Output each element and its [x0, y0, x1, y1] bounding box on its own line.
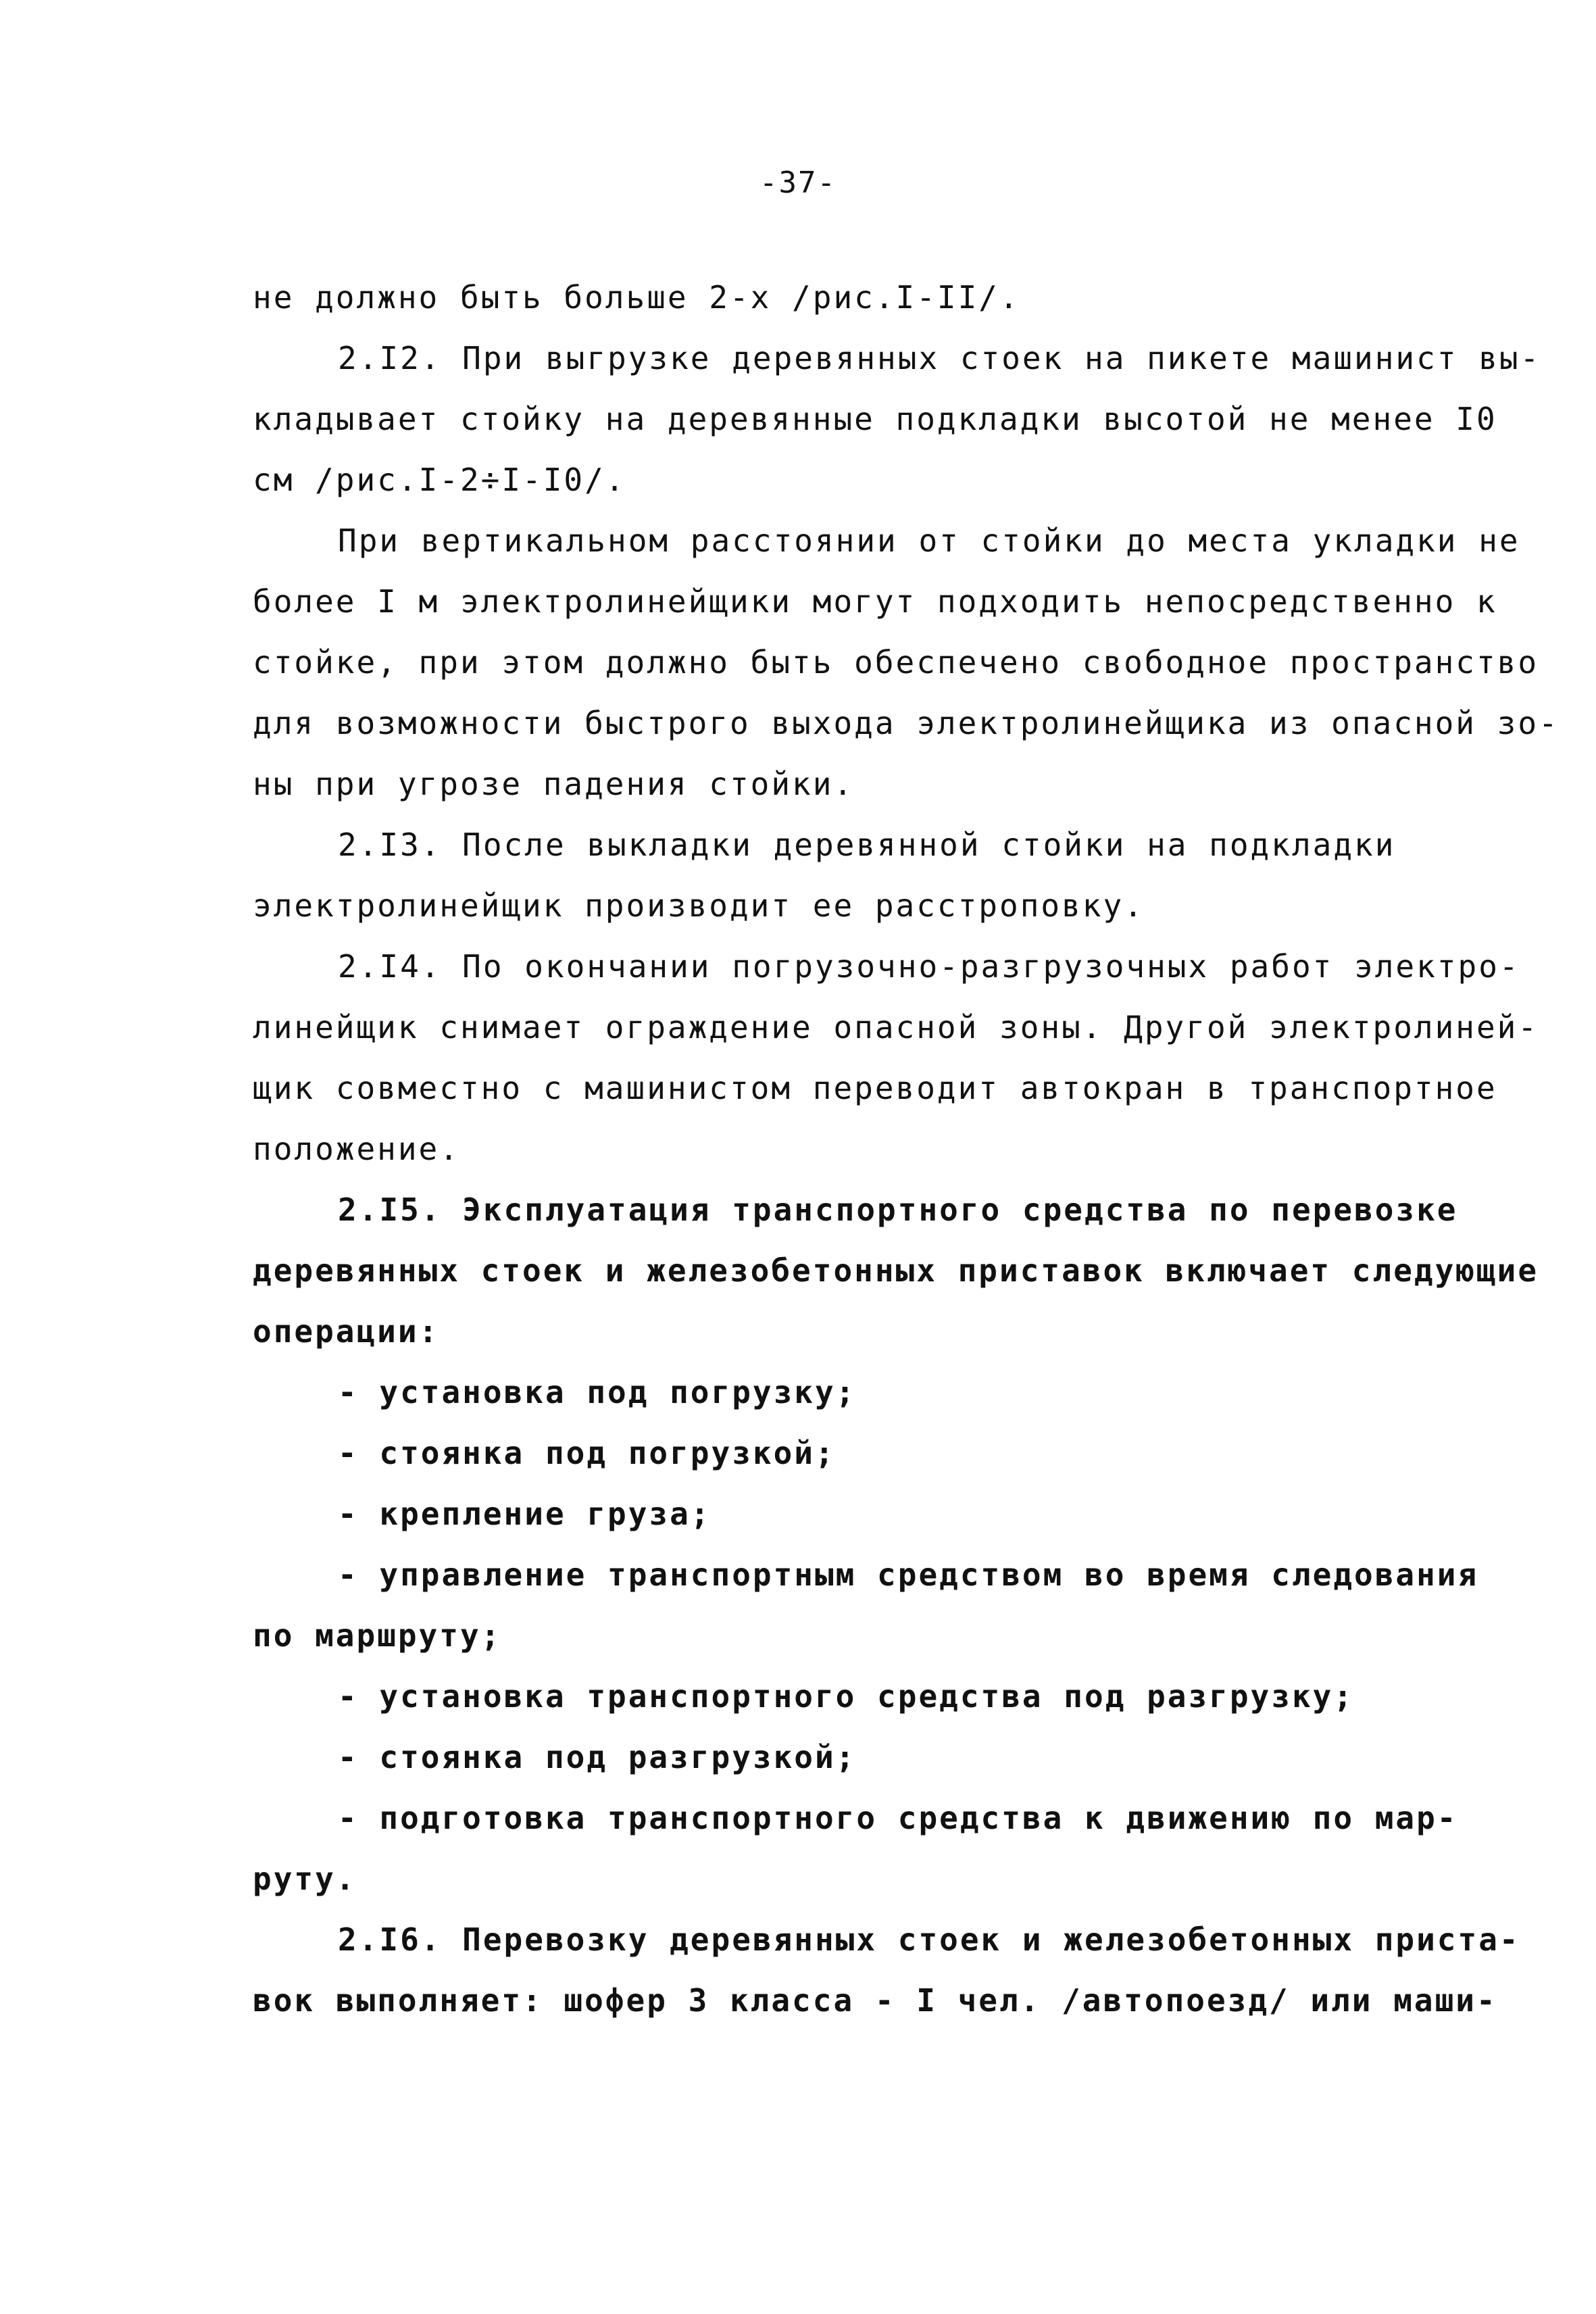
page-number: -37- — [759, 166, 837, 200]
paragraph-2-14-line-1: 2.I4. По окончании погрузочно-разгрузочных работ электро- — [338, 948, 1520, 985]
list-item: - подготовка транспортного средства к движению по мар- — [338, 1800, 1458, 1836]
text-line: операции: — [253, 1313, 440, 1350]
list-item: - стоянка под погрузкой; — [338, 1435, 836, 1471]
text-line: вок выполняет: шофер 3 класса - I чел. /автопоезд/ или маши- — [253, 1982, 1497, 2019]
list-item: - установка под погрузку; — [338, 1374, 857, 1410]
text-line: кладывает стойку на деревянные подкладки высотой не менее I0 — [253, 401, 1497, 437]
text-line: электролинейщик производит ее расстроповку. — [253, 887, 1145, 924]
list-item: - крепление груза; — [338, 1496, 712, 1532]
paragraph-2-16-line-1: 2.I6. Перевозку деревянных стоек и железобетонных приста- — [338, 1921, 1520, 1958]
text-line: не должно быть больше 2-х /рис.I-II/. — [253, 279, 1020, 316]
text-line: более I м электролинейщики могут подходить непосредственно к — [253, 583, 1497, 620]
paragraph-2-12-line-1: 2.I2. При выгрузке деревянных стоек на пикете машинист вы- — [338, 340, 1541, 376]
paragraph-2-15-line-1: 2.I5. Эксплуатация транспортного средства по перевозке — [338, 1191, 1458, 1228]
text-line: деревянных стоек и железобетонных приставок включает следующие — [253, 1252, 1539, 1289]
list-item: - установка транспортного средства под разгрузку; — [338, 1678, 1355, 1715]
text-line: щик совместно с машинистом переводит автокран в транспортное — [253, 1070, 1497, 1106]
paragraph-2-13-line-1: 2.I3. После выкладки деревянной стойки на подкладки — [338, 827, 1396, 863]
list-item-continuation: по маршруту; — [253, 1617, 502, 1654]
text-line: стойке, при этом должно быть обеспечено свободное пространство — [253, 644, 1539, 681]
list-item: - управление транспортным средством во время следования — [338, 1556, 1479, 1593]
text-line: линейщик снимает ограждение опасной зоны. Другой электролиней- — [253, 1009, 1539, 1045]
list-item-continuation: руту. — [253, 1861, 357, 1897]
paragraph-line-1: При вертикальном расстоянии от стойки до места укладки не — [338, 522, 1520, 559]
text-line: положение. — [253, 1131, 460, 1167]
text-line: для возможности быстрого выхода электролинейщика из опасной зо- — [253, 705, 1560, 741]
list-item: - стоянка под разгрузкой; — [338, 1739, 857, 1775]
text-line: ны при угрозе падения стойки. — [253, 766, 855, 802]
text-line: см /рис.I-2÷I-I0/. — [253, 462, 626, 498]
